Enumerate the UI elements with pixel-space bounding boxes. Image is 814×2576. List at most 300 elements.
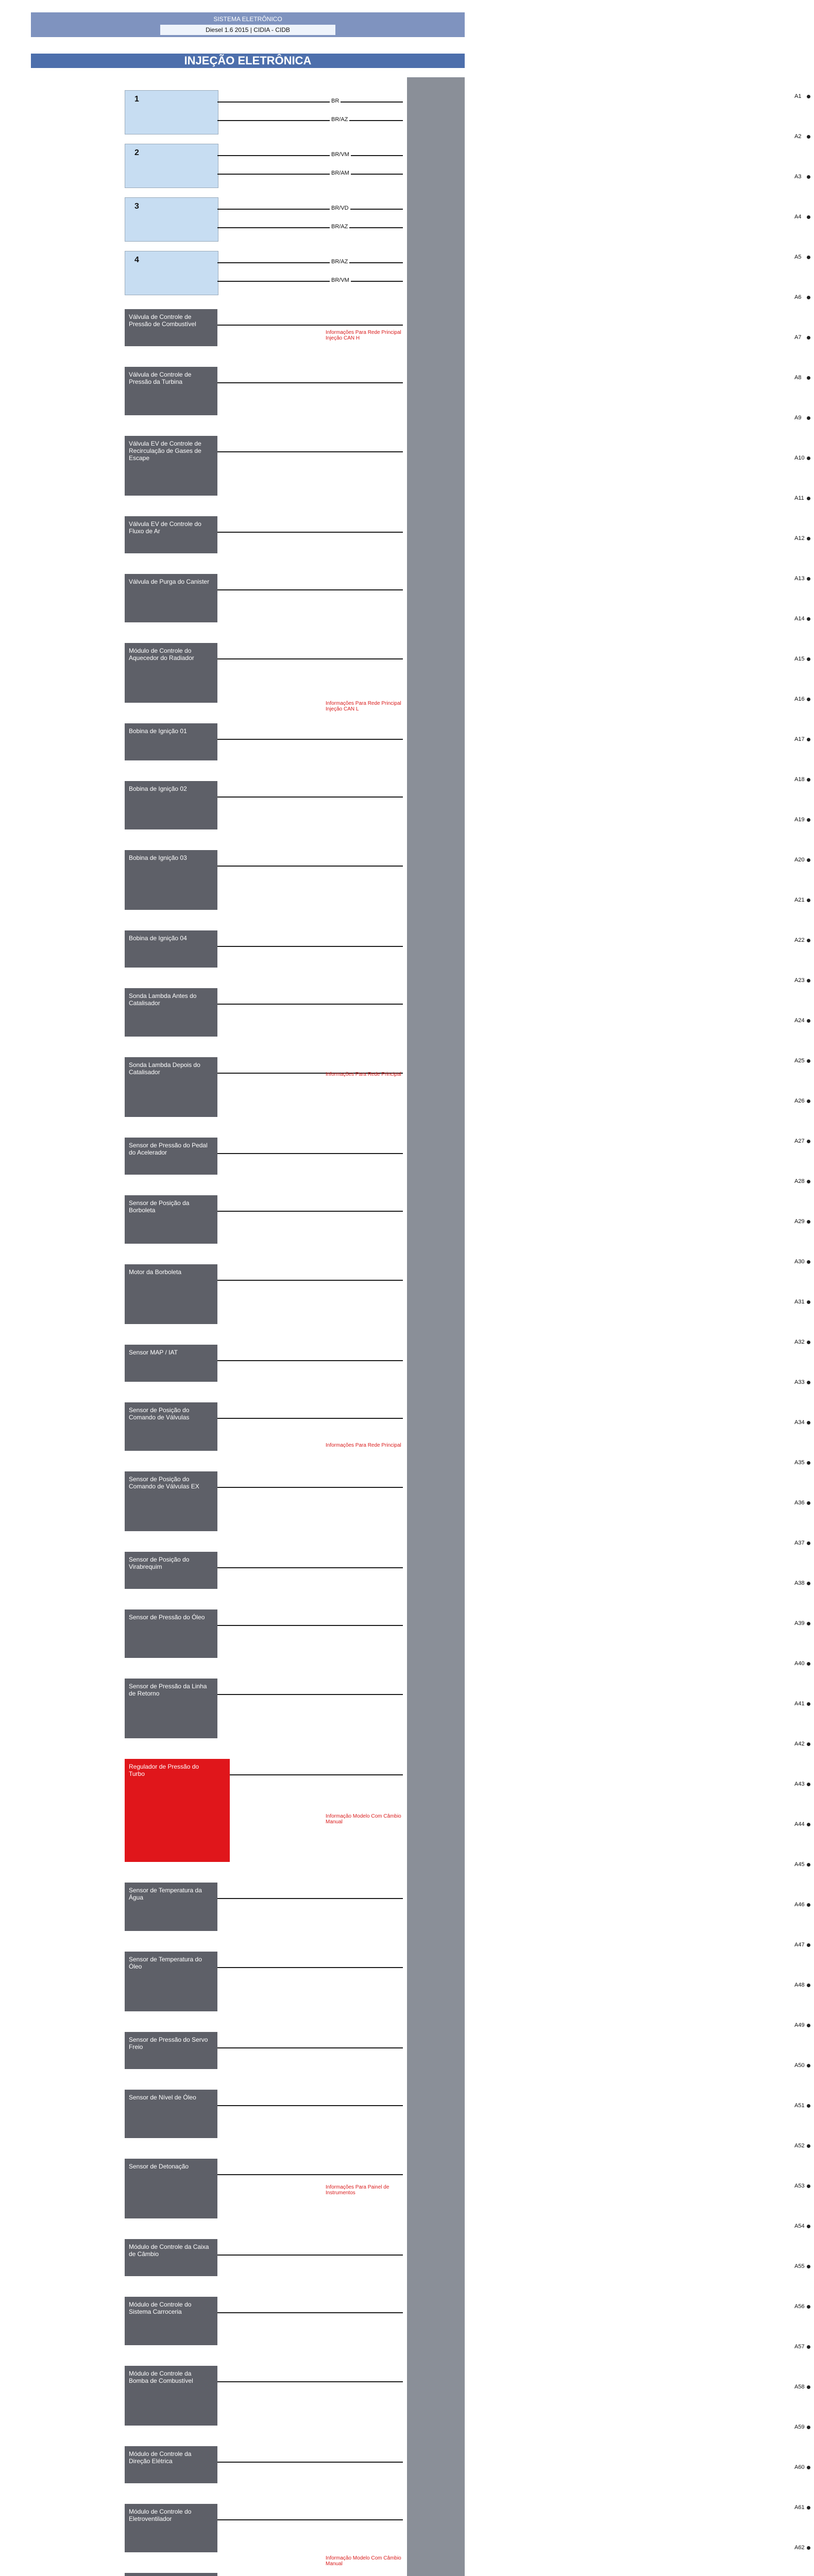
component-name: Válvula EV de Controle de Recirculação de Gases de Escape [129, 440, 201, 462]
component-name: Válvula de Purga do Canister [129, 578, 210, 585]
ecu-pin [788, 1258, 813, 1266]
ecu-pin [788, 575, 813, 583]
pin-number: A29 [794, 1218, 805, 1225]
component-block [125, 1057, 217, 1117]
component-block [125, 1609, 217, 1658]
component-name: Módulo de Controle da Bomba de Combustível [129, 2370, 193, 2384]
ecu-pin [788, 736, 813, 744]
wire [217, 2105, 403, 2106]
component-block [125, 2090, 217, 2138]
vehicle-info: Diesel 1.6 2015 | CIDIA - CIDB [160, 25, 335, 35]
wire [217, 227, 403, 228]
ecu-pin [788, 1580, 813, 1588]
pin-dot [807, 1180, 810, 1183]
component-block [125, 1138, 217, 1175]
wire-color-label: BR/VM [330, 151, 351, 158]
ecu-pin [788, 2182, 813, 2191]
ecu-pin [788, 937, 813, 945]
ecu-pin [788, 535, 813, 543]
component-block [125, 1679, 217, 1738]
ecu-pin [788, 2022, 813, 2030]
pin-number: A43 [794, 1781, 805, 1787]
component-block [125, 1402, 217, 1451]
ecu-pin [788, 2504, 813, 2512]
pin-dot [807, 1099, 810, 1103]
pin-number: A14 [794, 616, 805, 622]
ecu-pin [788, 896, 813, 905]
pin-dot [807, 738, 810, 741]
wire [217, 739, 403, 740]
pin-number: A53 [794, 2183, 805, 2189]
pin-dot [807, 698, 810, 701]
component-name: Sensor de Pressão do Óleo [129, 1614, 205, 1621]
component-block [125, 1552, 217, 1589]
pin-number: A17 [794, 736, 805, 742]
pin-dot [807, 577, 810, 581]
wire [217, 1360, 403, 1361]
pin-dot [807, 2345, 810, 2349]
pin-number: A9 [794, 415, 802, 421]
ecu-pin [788, 2263, 813, 2271]
pin-dot [807, 296, 810, 299]
pin-dot [807, 537, 810, 540]
ecu-pin [788, 1620, 813, 1628]
pin-dot [807, 456, 810, 460]
ecu-pin [788, 253, 813, 262]
wire [217, 2519, 403, 2520]
component-block [125, 309, 217, 346]
component-block [125, 930, 217, 968]
wire [217, 120, 403, 121]
component-block [125, 1883, 217, 1931]
pin-dot [807, 657, 810, 661]
component-block [125, 2159, 217, 2218]
ecu-pin [788, 816, 813, 824]
wire-color-label: BR/VD [330, 205, 350, 211]
wire-note: Informações Para Painel de Instrumentos [326, 2184, 389, 2196]
ecu-pin [788, 1981, 813, 1990]
component-block [125, 643, 217, 703]
ecu-pin [788, 1539, 813, 1548]
ecu-pin [788, 2142, 813, 2150]
ecu-pin [788, 93, 813, 101]
pin-dot [807, 1742, 810, 1746]
pin-number: A19 [794, 817, 805, 823]
component-block [125, 850, 217, 910]
component-name: Regulador de Pressão do Turbo [129, 1763, 199, 1777]
pin-number: A38 [794, 1580, 805, 1586]
pin-dot [807, 215, 810, 219]
pin-dot [807, 2104, 810, 2108]
ecu-pin [788, 2383, 813, 2392]
pin-number: A1 [794, 93, 802, 99]
pin-number: A6 [794, 294, 802, 300]
pin-number: A40 [794, 1660, 805, 1667]
injector [125, 144, 218, 188]
pin-number: A33 [794, 1379, 805, 1385]
component-block [125, 367, 217, 415]
wire [217, 2381, 403, 2382]
pin-dot [807, 1381, 810, 1384]
component-name: Motor da Borboleta [129, 1268, 182, 1276]
ecu-pin [788, 1138, 813, 1146]
pin-dot [807, 256, 810, 259]
ecu-module [407, 77, 805, 2576]
ecu-pin [788, 1499, 813, 1507]
ecu-pin [788, 776, 813, 784]
ecu-pin [788, 173, 813, 181]
pin-number: A7 [794, 334, 802, 341]
ecu-pin [788, 213, 813, 222]
wire-note: Informações Para Rede Principal [326, 1443, 401, 1448]
pin-dot [807, 979, 810, 982]
pin-dot [807, 2466, 810, 2469]
wire [217, 866, 403, 867]
ecu-pin [788, 696, 813, 704]
pin-number: A3 [794, 174, 802, 180]
diagram-title: INJEÇÃO ELETRÔNICA [31, 54, 465, 68]
wire [217, 1487, 403, 1488]
wire-color-label: BR/AZ [330, 259, 349, 265]
pin-dot [807, 1059, 810, 1063]
component-block [125, 1759, 230, 1862]
pin-number: A35 [794, 1460, 805, 1466]
component-block [125, 1195, 217, 1244]
ecu-pin [788, 1379, 813, 1387]
component-block [125, 2032, 217, 2069]
pin-dot [807, 899, 810, 902]
wire-color-label: BR [330, 98, 341, 104]
ecu-pin [788, 856, 813, 865]
pin-number: A37 [794, 1540, 805, 1546]
component-name: Módulo de Controle do Aquecedor do Radiador [129, 647, 194, 662]
component-name: Bobina de Ignição 01 [129, 727, 187, 735]
system-title: SISTEMA ELETRÔNICO [213, 15, 282, 23]
wire [217, 382, 403, 383]
pin-dot [807, 2265, 810, 2268]
pin-number: A44 [794, 1821, 805, 1827]
pin-dot [807, 1622, 810, 1625]
wire-color-label: BR/AZ [330, 116, 349, 123]
pin-dot [807, 2385, 810, 2389]
pin-dot [807, 2546, 810, 2550]
pin-dot [807, 1984, 810, 1987]
wire [217, 2255, 403, 2256]
pin-number: A55 [794, 2263, 805, 2269]
wire [230, 1774, 403, 1775]
ecu-pin [788, 1901, 813, 1909]
pin-number: A42 [794, 1741, 805, 1747]
ecu-pin [788, 977, 813, 985]
pin-dot [807, 2184, 810, 2188]
pin-dot [807, 2225, 810, 2228]
pin-dot [807, 1702, 810, 1706]
wire [217, 1418, 403, 1419]
wire-note: Informações Para Rede Principal Injeção CAN H [326, 330, 401, 341]
wire [217, 1898, 403, 1899]
pin-number: A4 [794, 214, 802, 220]
wire-color-label: BR/AM [330, 170, 351, 176]
pin-dot [807, 1501, 810, 1505]
pin-dot [807, 1461, 810, 1465]
component-name: Sonda Lambda Depois do Catalisador [129, 1061, 200, 1076]
component-name: Módulo de Controle do Sistema Carroceria [129, 2301, 192, 2315]
pin-number: A13 [794, 575, 805, 582]
wire [217, 1567, 403, 1568]
component-name: Sensor de Posição da Borboleta [129, 1199, 190, 1214]
pin-number: A61 [794, 2504, 805, 2511]
pin-dot [807, 2024, 810, 2027]
pin-number: A45 [794, 1861, 805, 1868]
pin-dot [807, 2064, 810, 2067]
pin-dot [807, 1260, 810, 1264]
wire [217, 796, 403, 798]
ecu-pin [788, 2343, 813, 2351]
component-name: Válvula de Controle de Pressão da Turbina [129, 371, 192, 385]
ecu-pin [788, 495, 813, 503]
pin-number: A8 [794, 375, 802, 381]
component-block [125, 516, 217, 553]
pin-dot [807, 2305, 810, 2309]
component-block [125, 2446, 217, 2483]
component-name: Válvula de Controle de Pressão de Combustível [129, 313, 196, 328]
wire-note: Informações Para Rede Principal [326, 1072, 401, 1077]
wire [217, 658, 403, 659]
pin-dot [807, 1541, 810, 1545]
pin-number: A15 [794, 656, 805, 662]
pin-dot [807, 858, 810, 862]
pin-number: A12 [794, 535, 805, 541]
ecu-pin [788, 1419, 813, 1427]
component-name: Sonda Lambda Antes do Catalisador [129, 992, 197, 1007]
injector [125, 251, 218, 295]
wire [217, 155, 403, 156]
pin-number: A5 [794, 254, 802, 260]
pin-number: A11 [794, 495, 804, 501]
pin-number: A50 [794, 2062, 805, 2069]
ecu-pin [788, 1057, 813, 1065]
pin-dot [807, 818, 810, 822]
wire [217, 325, 403, 326]
component-name: Sensor de Posição do Comando de Válvulas [129, 1406, 190, 1421]
component-block [125, 1345, 217, 1382]
pin-dot [807, 1421, 810, 1425]
component-name: Sensor de Pressão do Servo Freio [129, 2036, 208, 2050]
pin-dot [807, 1140, 810, 1143]
component-block [125, 1471, 217, 1531]
wire [217, 1153, 403, 1154]
injector [125, 197, 218, 242]
pin-number: A47 [794, 1942, 805, 1948]
ecu-pin [788, 133, 813, 141]
ecu-pin [788, 1097, 813, 1106]
component-block [125, 781, 217, 829]
component-block [125, 2366, 217, 2426]
wire [217, 589, 403, 590]
wire [217, 1211, 403, 1212]
pin-number: A10 [794, 455, 805, 461]
wire [217, 1280, 403, 1281]
pin-number: A48 [794, 1982, 805, 1988]
pin-dot [807, 497, 810, 500]
ecu-pin [788, 1298, 813, 1307]
pin-number: A62 [794, 2545, 805, 2551]
pin-number: A20 [794, 857, 805, 863]
wire [217, 101, 403, 103]
pin-dot [807, 1662, 810, 1666]
pin-number: A39 [794, 1620, 805, 1626]
ecu-pin [788, 1700, 813, 1708]
ecu-pin [788, 2062, 813, 2070]
ecu-pin [788, 1338, 813, 1347]
component-name: Bobina de Ignição 04 [129, 935, 187, 942]
pin-dot [807, 2426, 810, 2429]
component-name: Sensor de Detonação [129, 2163, 189, 2170]
pin-number: A23 [794, 977, 805, 984]
pin-number: A24 [794, 1018, 805, 1024]
component-block [125, 1952, 217, 2011]
pin-number: A2 [794, 133, 802, 140]
wire [217, 2312, 403, 2313]
wire-color-label: BR/VM [330, 277, 351, 283]
ecu-pin [788, 2464, 813, 2472]
wire [217, 1004, 403, 1005]
injector-number: 4 [134, 256, 139, 264]
pin-number: A46 [794, 1902, 805, 1908]
component-name: Sensor de Nível de Óleo [129, 2094, 196, 2101]
wire [217, 946, 403, 947]
pin-dot [807, 416, 810, 420]
wire [217, 2462, 403, 2463]
ecu-pin [788, 414, 813, 422]
pin-number: A30 [794, 1259, 805, 1265]
pin-number: A36 [794, 1500, 805, 1506]
pin-dot [807, 939, 810, 942]
ecu-pin [788, 1459, 813, 1467]
injector-number: 1 [134, 95, 139, 104]
component-block [125, 2504, 217, 2552]
component-block [125, 723, 217, 760]
wire [217, 262, 403, 263]
component-name: Módulo de Controle da Caixa de Câmbio [129, 2243, 209, 2258]
injector [125, 90, 218, 134]
component-block [125, 2239, 217, 2276]
component-name: Sensor de Pressão da Linha de Retorno [129, 1683, 207, 1697]
diagram-header [31, 12, 465, 37]
pin-dot [807, 617, 810, 621]
wire [217, 451, 403, 452]
pin-number: A49 [794, 2022, 805, 2028]
pin-dot [807, 1823, 810, 1826]
ecu-pin [788, 374, 813, 382]
pin-number: A21 [794, 897, 805, 903]
ecu-pin [788, 1178, 813, 1186]
ecu-pin [788, 1821, 813, 1829]
component-block [125, 988, 217, 1037]
pin-dot [807, 95, 810, 98]
pin-number: A54 [794, 2223, 805, 2229]
pin-dot [807, 1582, 810, 1585]
ecu-pin [788, 2223, 813, 2231]
ecu-pin [788, 2544, 813, 2552]
pin-number: A16 [794, 696, 805, 702]
wire-note: Informação Modelo Com Câmbio Manual [326, 2555, 401, 2567]
pin-number: A51 [794, 2103, 805, 2109]
pin-dot [807, 336, 810, 340]
pin-dot [807, 1863, 810, 1867]
pin-dot [807, 2144, 810, 2148]
pin-number: A28 [794, 1178, 805, 1184]
pin-number: A31 [794, 1299, 805, 1305]
component-block [125, 574, 217, 622]
pin-number: A56 [794, 2303, 805, 2310]
ecu-pin [788, 294, 813, 302]
component-name: Módulo de Controle do Eletroventilador [129, 2508, 192, 2522]
pin-dot [807, 1943, 810, 1947]
wire [217, 2174, 403, 2175]
ecu-pin [788, 334, 813, 342]
injector-number: 2 [134, 148, 139, 157]
component-name: Sensor MAP / IAT [129, 1349, 178, 1356]
ecu-pin [788, 615, 813, 623]
component-name: Válvula EV de Controle do Fluxo de Ar [129, 520, 201, 535]
component-name: Sensor de Pressão do Pedal do Acelerador [129, 1142, 208, 1156]
component-block [125, 436, 217, 496]
ecu-pin [788, 1660, 813, 1668]
ecu-pin [788, 454, 813, 463]
wire [217, 1625, 403, 1626]
pin-dot [807, 1220, 810, 1224]
component-block [125, 2573, 217, 2576]
component-block [125, 1264, 217, 1324]
component-name: Bobina de Ignição 02 [129, 785, 187, 792]
pin-number: A27 [794, 1138, 805, 1144]
ecu-pin [788, 1740, 813, 1749]
component-name: Sensor de Temperatura da Água [129, 1887, 202, 1901]
pin-dot [807, 1300, 810, 1304]
pin-number: A58 [794, 2384, 805, 2390]
ecu-pin [788, 2424, 813, 2432]
pin-number: A18 [794, 776, 805, 783]
component-block [125, 2297, 217, 2345]
ecu-pin [788, 1861, 813, 1869]
component-name: Sensor de Posição do Virabrequim [129, 1556, 190, 1570]
component-name: Sensor de Temperatura do Óleo [129, 1956, 202, 1970]
ecu-pin [788, 1218, 813, 1226]
wire [217, 174, 403, 175]
wire-color-label: BR/AZ [330, 224, 349, 230]
pin-dot [807, 1783, 810, 1786]
ecu-pin [788, 655, 813, 664]
pin-dot [807, 2506, 810, 2510]
ecu-pin [788, 1781, 813, 1789]
pin-dot [807, 778, 810, 782]
injector-number: 3 [134, 202, 139, 211]
ecu-pin [788, 1941, 813, 1950]
wire [217, 2047, 403, 2048]
pin-number: A60 [794, 2464, 805, 2470]
ecu-pin [788, 2102, 813, 2110]
pin-dot [807, 175, 810, 179]
wire [217, 209, 403, 210]
pin-number: A57 [794, 2344, 805, 2350]
pin-number: A41 [794, 1701, 805, 1707]
wire-note: Informações Para Rede Principal Injeção CAN L [326, 701, 401, 712]
wire [217, 1694, 403, 1695]
wire-note: Informação Modelo Com Câmbio Manual [326, 1814, 401, 1825]
pin-dot [807, 1903, 810, 1907]
pin-number: A22 [794, 937, 805, 943]
